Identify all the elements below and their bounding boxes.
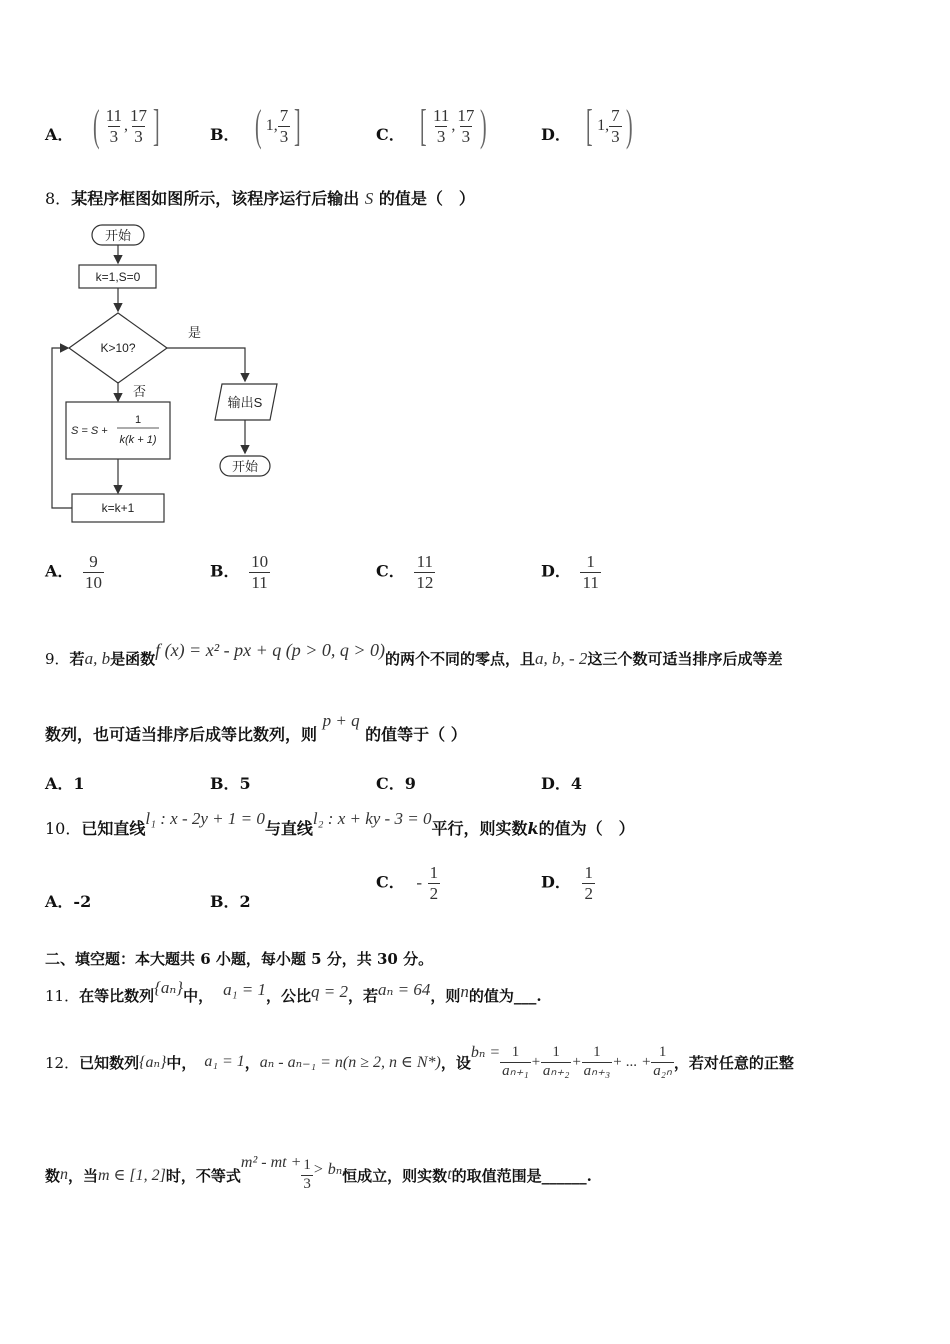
question-text: 数 [45,1166,61,1185]
question-text: 的值为（ ） [538,819,635,838]
interval-left: 1 [597,117,606,134]
bracket-open: ( [93,101,100,150]
frac-den: aₙ₊₂ [542,1062,570,1079]
question-text: 与直线 [264,819,313,838]
frac-den: 3 [134,126,143,146]
question-text: 中， [183,987,214,1005]
q12-stem-line2 [45,1145,592,1205]
math-expr: > bₙ [312,1161,343,1178]
option-label: B． [210,892,240,911]
flow-output-label: 输出S [227,395,263,410]
q9-option-b [210,771,251,794]
question-text: ， [244,1053,260,1072]
flow-incr-label: k=k+1 [101,501,135,515]
frac-num: 7 [279,105,289,125]
question-text: ，若 [348,987,379,1005]
bracket-open: ( [255,101,262,150]
q8-option-a [45,552,104,592]
q9-stem-line1 [45,640,783,669]
frac-den: 12 [416,572,434,592]
math-var: k [527,819,539,838]
option-label: D． [541,125,571,144]
interval-left: 1 [265,117,274,134]
section-title: 二、填空题：本大题共 6 小题，每小题 5 分，共 30 分。 [45,950,434,968]
math-ellipsis: + ... + [612,1053,652,1070]
question-number: 11． [45,987,80,1005]
q9-option-a [45,771,85,794]
q9-stem-line2 [45,711,467,745]
q8-option-c [376,552,435,592]
q8-stem [45,186,475,209]
q7-option-c: C． [ $\frac{11}{3}$ , $\frac{17}{3}$ ) [376,101,487,150]
math-expr: bₙ = [470,1044,501,1061]
frac-num: 1 [552,1044,560,1061]
math-var: n [460,982,469,1001]
question-number: 9． [45,650,70,668]
frac-num: 17 [457,105,475,125]
bracket-open: [ [586,101,594,150]
frac-den: 2 [429,883,439,903]
frac-num: 11 [416,552,434,571]
question-text: 已知数列 [79,1053,140,1072]
math-var: S [364,189,374,208]
frac-den: 3 [611,126,620,146]
question-text: 在等比数列 [79,987,155,1005]
frac-num: 1 [303,1157,311,1174]
option-value: 9 [404,774,416,793]
question-text: ，则 [430,987,461,1005]
math-expr: m² - mt + [240,1154,302,1171]
question-number: 8． [45,189,72,208]
option-label: A． [45,892,74,911]
question-text: 的值是（ ） [378,189,475,208]
frac-num: 10 [251,552,269,571]
math-expr: {aₙ} [139,1054,167,1071]
math-expr: a, b [84,649,111,668]
q12-stem-line1: 12． 已知数列 {aₙ} 中， a₁ = 1 ， aₙ - aₙ₋₁ = n(n ≥ 2, n ∈ N*) ，设 bₙ = $\frac{1}{\text{aₙ₊₁}}$ + $\frac{1}{\text{aₙ₊₂}}$ + $\frac{1}{\text{aₙ₊₃}}$ + ... + $\frac{1}{\text{a₂ₙ}}$ ，若对任意的正整 [45,1044,794,1079]
math-expr: aₙ - aₙ₋₁ = n(n ≥ 2, n ∈ N*) [259,1054,441,1071]
math-var: n [60,1166,69,1183]
bracket-open: [ [420,101,427,150]
frac-num: 1 [586,552,595,571]
q11-stem [45,978,542,1006]
frac-den: 2 [584,883,593,903]
question-text: ，当 [68,1166,99,1185]
math-expr: a₁ = 1 [204,1053,245,1070]
math-expr: q = 2 [311,982,349,1001]
flow-body-den: k(k + 1) [119,434,157,446]
question-text: 的值等于（ ） [365,725,467,744]
option-label: C． [376,872,405,892]
question-number: 10． [45,819,82,838]
option-label: A． [45,561,74,581]
question-text: ，设 [440,1053,471,1072]
frac-den: 3 [303,1175,311,1192]
frac-den: 10 [85,572,102,592]
option-label: A． [45,125,74,144]
math-expr: l₂ : x + ky - 3 = 0 [312,809,432,828]
math-expr: l₁ : x - 2y + 1 = 0 [145,809,265,828]
question-text: 的值为___. [468,987,542,1005]
flow-body-lhs: S = S + [71,425,108,437]
frac-den: 11 [251,572,268,592]
frac-den: 11 [582,572,599,592]
question-text: 的两个不同的零点，且 [385,650,536,668]
option-label: C． [376,561,405,581]
flow-body-num: 1 [134,414,142,426]
question-number: 12． [45,1053,80,1072]
frac-den: 3 [109,126,119,146]
math-expr: aₙ = 64 [378,980,431,999]
q10-option-b [210,889,251,912]
question-text: 的取值范围是______. [451,1166,592,1185]
option-label: C． [376,774,405,793]
q10-option-d [541,863,595,903]
frac-num: 11 [105,105,123,125]
math-expr: a₁ = 1 [223,980,267,999]
q7-option-a: A． ( $\frac{11}{3}$ , $\frac{17}{3}$ ] [45,101,160,150]
bracket-close: ) [625,101,633,150]
frac-den: aₙ₊₁ [502,1062,529,1079]
option-label: C． [376,125,405,144]
q9-option-d [541,771,582,794]
option-label: B． [210,125,240,144]
math-expr: a, b, - 2 [535,649,588,668]
frac-num: 1 [429,863,439,882]
q10-stem [45,809,635,839]
flow-no-label: 否 [133,384,147,399]
question-text: 若 [69,650,85,668]
flow-yes-label: 是 [188,325,202,340]
q10-option-a [45,889,91,912]
option-label: D． [541,872,571,892]
question-text: 已知直线 [81,819,146,838]
flowchart [40,220,300,530]
question-text: 中， [166,1053,197,1072]
q7-option-b: B． ( 1 , $\frac{7}{3}$ ] [210,101,301,150]
option-label: A． [45,774,74,793]
math-expr: f (x) = x² - px + q (p > 0, q > 0) [155,640,385,660]
frac-num: 11 [432,105,450,125]
bracket-close: ) [480,101,487,150]
frac-den: 3 [279,126,289,146]
option-value: 4 [570,774,583,793]
q8-option-b [210,552,270,592]
frac-num: 1 [584,863,593,882]
math-expr: m ∈ [1, 2] [98,1167,166,1184]
question-text: 平行，则实数 [431,819,528,838]
q9-option-c [376,771,416,794]
question-text: 恒成立，则实数 [342,1166,448,1185]
frac-num: 1 [658,1044,667,1061]
question-text: 时，不等式 [165,1166,241,1185]
flow-init-label: k=1,S=0 [95,270,141,284]
q7-option-d: D． [ 1 , $\frac{7}{3}$ ) [541,101,633,150]
flow-start-label: 开始 [104,228,132,243]
flow-end-label: 开始 [231,459,259,474]
math-var: t [447,1166,452,1183]
frac-num: 1 [593,1044,601,1061]
question-text: 这三个数可适当排序后成等差 [587,650,783,668]
frac-den: a₂ₙ [653,1062,672,1079]
option-value: 5 [239,774,251,793]
frac-num: 17 [130,105,148,125]
math-expr: {aₙ} [154,978,184,997]
frac-den: aₙ₊₃ [583,1062,611,1079]
math-sign: - [416,872,422,892]
option-value: -2 [73,892,92,911]
flow-cond-label: K>10? [100,341,136,355]
option-value: 2 [239,892,251,911]
question-text: ，公比 [266,987,312,1005]
frac-den: 3 [461,126,471,146]
frac-num: 9 [89,552,98,571]
option-label: B． [210,774,240,793]
math-expr: p + q [322,711,360,730]
q10-option-c [376,863,440,903]
question-text: 某程序框图如图所示，该程序运行后输出 [71,189,360,208]
question-text: ，若对任意的正整 [673,1053,794,1072]
frac-num: 1 [511,1044,520,1061]
option-label: D． [541,774,571,793]
bracket-close: ] [153,101,160,150]
bracket-close: ] [294,101,301,150]
question-text: 是函数 [110,650,156,668]
q8-option-d [541,552,601,592]
option-label: D． [541,561,571,581]
option-value: 1 [73,774,85,793]
option-label: B． [210,561,240,581]
frac-den: 3 [436,126,446,146]
frac-num: 7 [611,105,620,125]
question-text: 数列，也可适当排序后成等比数列，则 [45,725,318,744]
